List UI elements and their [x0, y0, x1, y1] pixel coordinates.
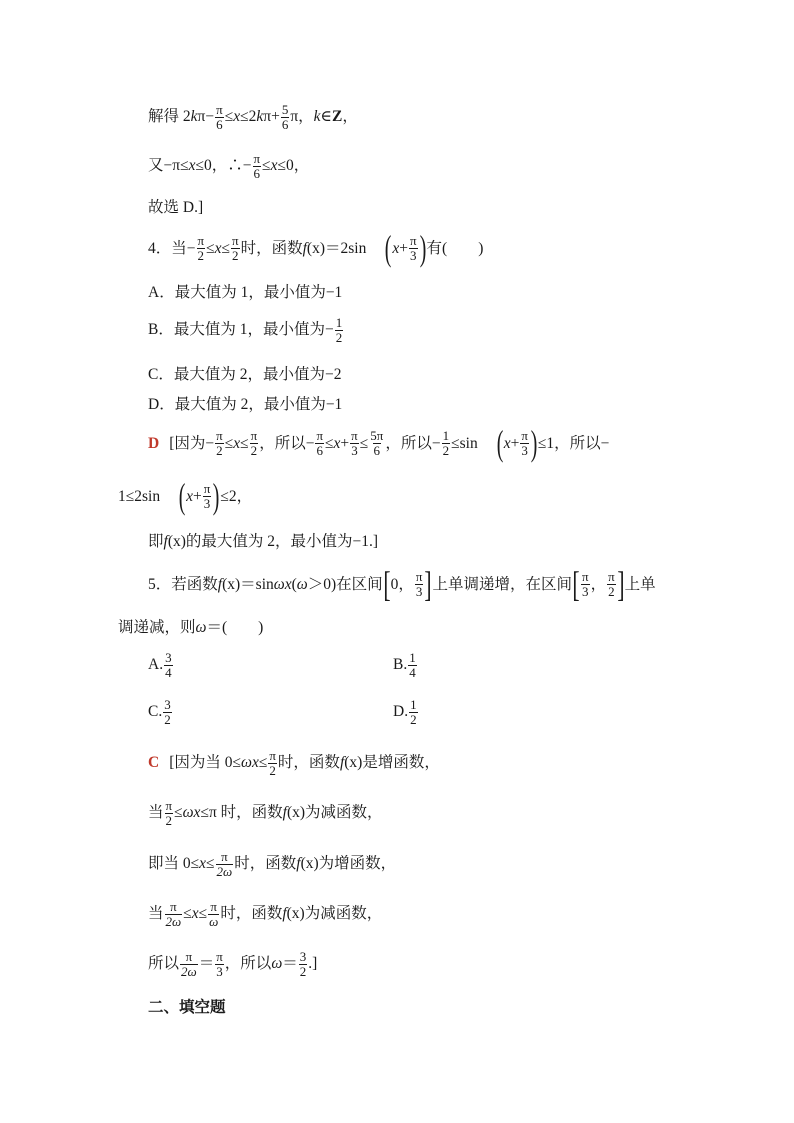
text: ≤ [206, 239, 215, 257]
fraction [335, 316, 344, 344]
right-paren: ) [419, 228, 426, 268]
text: ≤ [221, 239, 230, 257]
text: 为减函数， [305, 804, 383, 822]
right-bracket: ] [617, 564, 625, 604]
text: π− [197, 108, 215, 126]
option-d: D．最大值为 2，最小值为−1 [148, 396, 343, 413]
var-x: x [392, 239, 400, 257]
text: .] [308, 955, 318, 973]
fraction [350, 429, 359, 457]
denominator: 2ω [216, 863, 233, 879]
var-x: x [214, 239, 222, 257]
text: 1≤2sin [118, 487, 161, 505]
text: 有( ) [426, 239, 484, 257]
var-f: f [296, 855, 301, 873]
text: ＝2sin [324, 239, 367, 257]
text: 所以 [148, 955, 180, 973]
question-5 [148, 564, 656, 604]
text: ( [291, 575, 297, 593]
text: 即 [148, 533, 164, 550]
text: (x) [286, 804, 306, 822]
numerator: π [203, 481, 211, 497]
text: + [399, 239, 408, 257]
denominator: 2 [197, 247, 205, 263]
numerator: 1 [442, 428, 450, 444]
denominator: 2ω [165, 913, 182, 929]
text: ≤ [262, 157, 271, 175]
text: 时，函数 [234, 855, 297, 873]
denominator: 4 [165, 664, 172, 680]
text: ＞0)在区间 [307, 575, 383, 593]
text: C. [148, 703, 163, 721]
text: ≤ [198, 905, 208, 923]
text: ，所以− [385, 434, 441, 452]
fraction [215, 103, 224, 131]
var-k: k [313, 108, 321, 126]
numerator: π [232, 233, 239, 249]
denominator: 3 [410, 247, 417, 263]
fraction [268, 749, 277, 777]
text: (x) [300, 855, 319, 873]
fraction [415, 570, 424, 598]
var-omega-x: ωx [241, 754, 259, 772]
denominator: 2 [250, 442, 258, 458]
denominator: 6 [253, 165, 260, 181]
text: ≤ [258, 754, 268, 772]
fraction [252, 152, 261, 180]
q5-answer-line-2 [148, 799, 383, 827]
denominator: 6 [216, 116, 223, 132]
denominator: 2 [335, 329, 343, 345]
numerator: π [521, 428, 528, 444]
denominator: 2 [410, 711, 417, 727]
text: 调递减，则 [118, 619, 196, 636]
fraction [408, 651, 417, 679]
text: 即当 0≤ [148, 855, 200, 873]
option-a: A．最大值为 1，最小值为−1 [148, 284, 343, 301]
text: ≤sin [451, 434, 478, 452]
var-k: k [256, 108, 264, 126]
fraction [216, 850, 234, 878]
question-4 [148, 228, 484, 268]
fraction [215, 429, 224, 457]
right-paren: ) [530, 423, 538, 463]
text: + [193, 487, 202, 505]
var-omega-x: ωx [273, 575, 292, 593]
left-paren: ( [178, 476, 186, 516]
text: D. [393, 703, 409, 721]
question-5-cont [118, 620, 263, 636]
text: ＝ [282, 955, 298, 973]
left-bracket: [ [383, 564, 391, 604]
section-heading: 二、填空题 [148, 999, 226, 1016]
text: ≤ [325, 434, 334, 452]
solution-line-3: 故选 D.] [148, 199, 204, 216]
right-paren: ) [213, 476, 220, 516]
text: ， [590, 575, 607, 593]
text: (x) [344, 754, 363, 772]
denominator: 6 [316, 442, 323, 458]
denominator: 3 [216, 963, 223, 979]
text: ≤π 时，函数 [200, 804, 283, 822]
var-x: x [503, 434, 511, 452]
q5-option-d [393, 698, 419, 726]
text: ≤1，所以− [537, 434, 610, 452]
text: 是增函数， [362, 754, 440, 772]
var-f: f [339, 754, 345, 772]
solution-line-1 [148, 103, 358, 131]
var-omega: ω [195, 619, 207, 636]
numerator: π [197, 233, 205, 249]
denominator: 6 [281, 116, 289, 132]
fraction [581, 570, 590, 598]
text: 时，函数 [277, 754, 340, 772]
fraction [299, 950, 308, 978]
numerator: 3 [299, 949, 307, 964]
var-omega-x: ωx [182, 804, 201, 822]
numerator: π [216, 102, 223, 117]
text: ＝sin [240, 575, 274, 593]
denominator: 3 [521, 442, 528, 458]
text: ≤ [224, 108, 234, 126]
text: ≤ [240, 434, 249, 452]
text: 4．当− [148, 239, 196, 257]
fraction [281, 103, 290, 131]
text: ≤2， [220, 487, 253, 505]
fraction [315, 429, 324, 457]
var-f: f [302, 239, 307, 257]
text: 时，函数 [220, 905, 283, 923]
q4-answer-line-3 [148, 534, 378, 550]
fraction [197, 234, 206, 262]
q4-answer-line-1 [148, 423, 610, 463]
text: 又−π≤ [148, 157, 189, 175]
denominator: 6 [373, 442, 381, 458]
numerator: 1 [335, 315, 343, 330]
var-f: f [282, 804, 287, 822]
fraction [164, 651, 173, 679]
var-f: f [282, 905, 287, 923]
var-f: f [163, 533, 168, 550]
numerator: π [409, 233, 417, 249]
text: + [510, 434, 520, 452]
denominator: 3 [203, 495, 211, 511]
text: 当 [148, 905, 164, 923]
var-x: x [199, 855, 207, 873]
q5-answer-line-5 [148, 950, 317, 978]
q5-option-a [148, 651, 174, 679]
var-x: x [188, 157, 196, 175]
q5-option-c [148, 698, 173, 726]
numerator: π [216, 949, 223, 964]
numerator: π [250, 428, 258, 444]
var-x: x [233, 108, 241, 126]
denominator: 2 [299, 963, 307, 979]
q5-answer-line-1 [148, 749, 440, 777]
left-bracket: [ [572, 564, 580, 604]
var-x: x [191, 905, 199, 923]
var-omega: ω [271, 955, 283, 973]
numerator: π [170, 899, 177, 914]
left-paren: ( [385, 228, 392, 268]
numerator: π [210, 899, 217, 914]
text: 解得 2 [148, 108, 191, 126]
text: ，所以− [259, 434, 315, 452]
denominator: 2 [232, 247, 239, 263]
var-omega: ω [296, 575, 308, 593]
fraction [520, 429, 529, 457]
var-x: x [233, 434, 241, 452]
numerator: π [253, 151, 261, 166]
fraction [607, 570, 616, 598]
var-x: x [333, 434, 341, 452]
text: ，所以 [224, 955, 272, 973]
fraction [250, 429, 259, 457]
var-x: x [270, 157, 278, 175]
numerator: 5 [281, 102, 289, 117]
numerator: π [216, 428, 223, 444]
text: ≤0， [277, 157, 310, 175]
text: 5．若函数 [148, 575, 218, 593]
text: ≤2 [240, 108, 257, 126]
numerator: π [608, 569, 615, 585]
text: 为增函数， [318, 855, 397, 873]
fraction [231, 234, 240, 262]
text: ≤ [206, 855, 215, 873]
left-paren: ( [496, 423, 504, 463]
numerator: 5π [370, 428, 384, 444]
text: ＝ [198, 955, 215, 973]
denominator: 3 [415, 583, 423, 599]
q5-answer-line-4 [148, 900, 382, 928]
q5-answer-line-3 [148, 850, 396, 878]
text: ， [342, 108, 358, 126]
fraction [180, 950, 198, 978]
text: B．最大值为 1，最小值为− [148, 321, 334, 339]
text: [因为当 0≤ [169, 754, 241, 772]
text: ≤0，∴− [195, 157, 252, 175]
var-x: x [186, 487, 193, 505]
numerator: π [165, 798, 173, 813]
numerator: 3 [165, 650, 172, 665]
option-c: C．最大值为 2，最小值为−2 [148, 366, 342, 383]
denominator: 3 [351, 442, 358, 458]
denominator: 2 [216, 442, 223, 458]
fraction [208, 900, 219, 928]
text: 时，函数 [240, 239, 303, 257]
numerator: π [581, 569, 589, 585]
denominator: 2ω [181, 963, 197, 979]
var-k: k [190, 108, 198, 126]
text: 为减函数， [304, 905, 383, 923]
text: ≤ [174, 804, 183, 822]
numerator: π [221, 849, 228, 864]
text: 0， [390, 575, 414, 593]
denominator: 2 [442, 442, 450, 458]
text: π+ [263, 108, 280, 126]
fraction [442, 429, 451, 457]
text: (x) [306, 239, 325, 257]
text: B. [393, 656, 408, 674]
text: ＝( ) [206, 619, 264, 636]
solution-line-2 [148, 152, 309, 180]
text: ≤ [359, 434, 369, 452]
text: ≤ [224, 434, 234, 452]
text: 的最大值为 2，最小值为−1.] [185, 533, 379, 550]
text: 上单 [624, 575, 656, 593]
fraction [163, 698, 172, 726]
set-Z: Z [332, 108, 343, 126]
numerator: π [351, 428, 358, 444]
fraction [165, 900, 183, 928]
text: 当 [148, 804, 164, 822]
text: (x) [167, 533, 186, 550]
denominator: 2 [269, 762, 276, 778]
text: [因为− [169, 434, 215, 452]
denominator: 2 [164, 711, 171, 727]
fraction [369, 429, 384, 457]
numerator: 1 [409, 650, 416, 665]
right-bracket: ] [424, 564, 433, 604]
numerator: π [269, 748, 276, 763]
denominator: 2 [608, 583, 615, 599]
denominator: 3 [582, 583, 589, 599]
text: A. [148, 656, 164, 674]
fraction [203, 482, 212, 510]
text: (x) [222, 575, 241, 593]
answer-letter: D [148, 434, 160, 452]
q5-option-b [393, 651, 418, 679]
text: ∈ [320, 108, 333, 126]
fraction [409, 698, 418, 726]
text: ≤ [183, 905, 192, 923]
numerator: 3 [164, 697, 171, 712]
text: 上单调递增，在区间 [432, 575, 572, 593]
numerator: π [415, 569, 423, 585]
text: (x) [286, 905, 305, 923]
text: + [340, 434, 350, 452]
denominator: ω [209, 913, 219, 929]
text: π， [290, 108, 314, 126]
numerator: π [316, 428, 324, 444]
denominator: 2 [165, 812, 173, 828]
q4-answer-line-2 [118, 476, 253, 516]
answer-letter: C [148, 754, 160, 772]
fraction [165, 799, 174, 827]
fraction [215, 950, 224, 978]
fraction [409, 234, 418, 262]
denominator: 4 [409, 664, 416, 680]
var-f: f [217, 575, 223, 593]
numerator: π [185, 949, 193, 964]
numerator: 1 [410, 697, 417, 712]
option-b [148, 316, 344, 344]
